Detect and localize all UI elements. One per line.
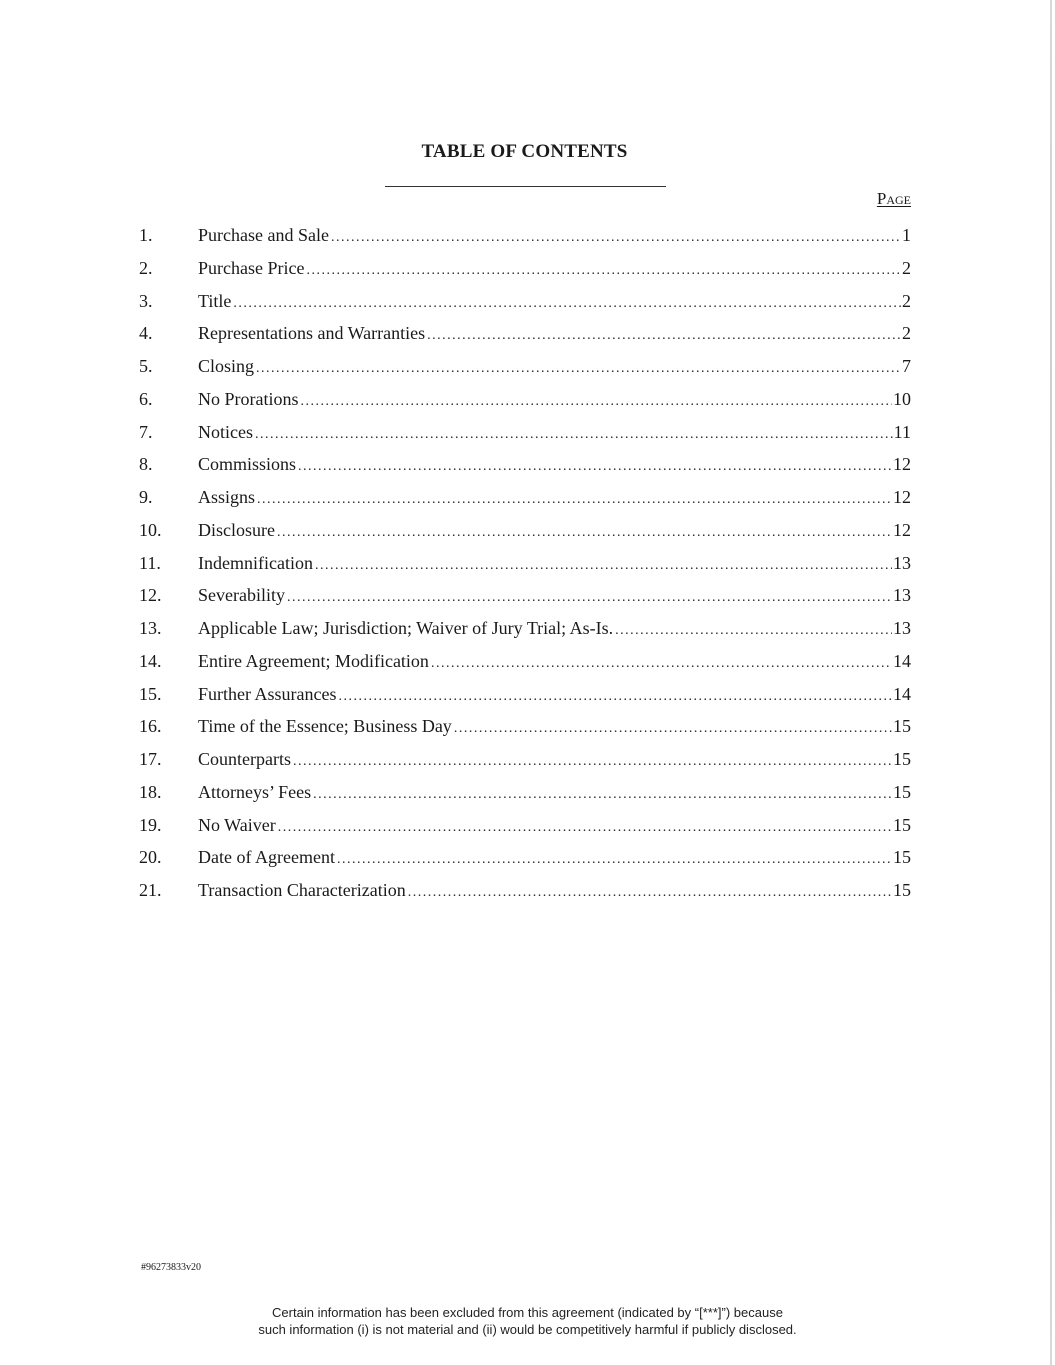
toc-entry-number: 3. bbox=[139, 290, 153, 311]
toc-entry-12[interactable] bbox=[139, 582, 911, 615]
toc-entry-title: Counterparts bbox=[198, 749, 291, 769]
toc-entry-20[interactable] bbox=[139, 844, 911, 877]
page-title: TABLE OF CONTENTS bbox=[421, 141, 628, 162]
toc-entry-title: Title bbox=[198, 290, 232, 311]
toc-entry-9[interactable] bbox=[139, 484, 911, 517]
toc-entry-number: 6. bbox=[139, 388, 153, 409]
toc-entry-title: Entire Agreement; Modification bbox=[198, 650, 429, 671]
toc-entry-16[interactable] bbox=[139, 713, 911, 746]
toc-entry-leader bbox=[408, 880, 892, 906]
toc-entry-11[interactable] bbox=[139, 550, 911, 583]
toc-entry-title: Disclosure bbox=[198, 519, 275, 540]
toc-entry-number: 21. bbox=[139, 880, 162, 900]
toc-entry-13[interactable] bbox=[139, 615, 911, 648]
toc-entry-leader bbox=[313, 782, 892, 808]
toc-entry-page: 15 bbox=[893, 880, 911, 900]
toc-entry-leader bbox=[298, 454, 892, 480]
toc-entry-19[interactable] bbox=[139, 812, 911, 845]
title-rule bbox=[385, 186, 666, 187]
redaction-notice bbox=[0, 1304, 1055, 1338]
toc-entry-leader bbox=[257, 487, 892, 513]
toc-entry-page: 2 bbox=[902, 257, 911, 278]
toc-entry-number: 14. bbox=[139, 650, 162, 671]
toc-entry-8[interactable] bbox=[139, 451, 911, 484]
toc-entry-page: 15 bbox=[893, 847, 911, 868]
toc-entry-title: Purchase and Sale bbox=[198, 225, 329, 245]
toc-entry-title: Severability bbox=[198, 585, 285, 606]
toc-entry-15[interactable] bbox=[139, 681, 911, 714]
toc-entry-title: Date of Agreement bbox=[198, 847, 335, 868]
toc-entry-leader bbox=[431, 651, 892, 677]
toc-entry-page: 13 bbox=[893, 552, 911, 573]
toc-entry-page: 15 bbox=[893, 716, 911, 737]
toc-entry-title: Transaction Characterization bbox=[198, 880, 406, 900]
toc-entry-page: 10 bbox=[893, 388, 911, 409]
toc-entry-number: 15. bbox=[139, 683, 162, 704]
toc-entry-number: 19. bbox=[139, 814, 162, 835]
toc-entry-leader bbox=[315, 553, 892, 579]
toc-entry-number: 11. bbox=[139, 552, 161, 573]
toc-entry-title: Representations and Warranties bbox=[198, 323, 426, 344]
toc-entry-title: Closing bbox=[198, 356, 255, 376]
toc-entry-page: 11 bbox=[893, 421, 911, 442]
toc-entry-leader bbox=[301, 389, 893, 415]
toc-list bbox=[139, 222, 911, 910]
toc-entry-17[interactable] bbox=[139, 746, 911, 779]
toc-entry-leader bbox=[427, 323, 901, 349]
toc-entry-leader bbox=[278, 815, 892, 841]
toc-entry-page: 12 bbox=[893, 487, 911, 507]
toc-entry-page: 15 bbox=[893, 814, 911, 835]
redaction-notice-line-1: Certain information has been excluded from this agreement (indicated by “[***]”) because bbox=[272, 1305, 783, 1320]
toc-entry-title: No Prorations bbox=[198, 388, 299, 409]
toc-entry-title: Assigns bbox=[198, 487, 256, 507]
toc-entry-page: 14 bbox=[893, 650, 911, 671]
toc-entry-2[interactable] bbox=[139, 255, 911, 288]
toc-entry-number: 16. bbox=[139, 716, 162, 737]
toc-entry-page: 15 bbox=[893, 749, 911, 769]
toc-entry-number: 10. bbox=[139, 519, 162, 540]
toc-entry-7[interactable] bbox=[139, 419, 911, 452]
toc-entry-leader bbox=[293, 749, 892, 775]
toc-entry-title: Further Assurances bbox=[198, 683, 337, 704]
page-column-header: Page bbox=[876, 189, 911, 208]
toc-entry-21[interactable] bbox=[139, 877, 911, 910]
page-edge bbox=[1050, 0, 1052, 1365]
toc-entry-1[interactable] bbox=[139, 222, 911, 255]
toc-entry-3[interactable] bbox=[139, 288, 911, 321]
toc-entry-leader bbox=[306, 258, 901, 284]
toc-entry-leader bbox=[331, 225, 901, 251]
toc-entry-title: No Waiver bbox=[198, 814, 276, 835]
toc-entry-number: 9. bbox=[139, 487, 153, 507]
toc-entry-number: 2. bbox=[139, 257, 153, 278]
toc-entry-number: 18. bbox=[139, 781, 162, 802]
toc-entry-leader bbox=[277, 520, 892, 546]
toc-entry-number: 12. bbox=[139, 585, 162, 606]
toc-entry-4[interactable] bbox=[139, 320, 911, 353]
toc-entry-title: Applicable Law; Jurisdiction; Waiver of Jury Trial; As-Is. bbox=[198, 618, 614, 638]
toc-entry-number: 1. bbox=[139, 225, 153, 245]
toc-entry-page: 7 bbox=[902, 356, 911, 376]
toc-entry-page: 14 bbox=[893, 683, 911, 704]
toc-entry-number: 4. bbox=[139, 323, 153, 344]
toc-entry-5[interactable] bbox=[139, 353, 911, 386]
toc-entry-number: 8. bbox=[139, 454, 153, 475]
toc-entry-leader bbox=[233, 291, 901, 317]
toc-entry-page: 2 bbox=[902, 290, 911, 311]
toc-entry-number: 5. bbox=[139, 356, 153, 376]
toc-entry-leader bbox=[255, 422, 893, 448]
toc-entry-page: 13 bbox=[893, 585, 911, 606]
toc-entry-page: 12 bbox=[893, 519, 911, 540]
toc-entry-page: 12 bbox=[893, 454, 911, 475]
toc-entry-leader bbox=[256, 356, 901, 382]
toc-entry-page: 15 bbox=[893, 781, 911, 802]
toc-entry-number: 7. bbox=[139, 421, 153, 442]
toc-entry-page: 2 bbox=[902, 323, 911, 344]
toc-entry-18[interactable] bbox=[139, 779, 911, 812]
toc-entry-number: 17. bbox=[139, 749, 162, 769]
toc-entry-10[interactable] bbox=[139, 517, 911, 550]
toc-entry-title: Indemnification bbox=[198, 552, 313, 573]
toc-entry-leader bbox=[337, 847, 892, 873]
toc-entry-title: Commissions bbox=[198, 454, 297, 475]
toc-entry-page: 1 bbox=[902, 225, 911, 245]
toc-entry-title: Attorneys’ Fees bbox=[198, 781, 312, 802]
redaction-notice-line-2: such information (i) is not material and (ii) would be competitively harmful if publicly disclosed. bbox=[258, 1322, 797, 1337]
toc-entry-title: Time of the Essence; Business Day bbox=[198, 716, 452, 737]
toc-entry-title: Notices bbox=[198, 421, 253, 442]
toc-entry-leader bbox=[287, 585, 892, 611]
toc-entry-number: 13. bbox=[139, 618, 162, 638]
toc-entry-page: 13 bbox=[893, 618, 911, 638]
toc-entry-leader bbox=[615, 618, 892, 644]
toc-entry-title: Purchase Price bbox=[198, 257, 305, 278]
toc-entry-leader bbox=[338, 684, 892, 710]
document-id: #96273833v20 bbox=[141, 1262, 201, 1273]
toc-entry-leader bbox=[454, 716, 892, 742]
toc-entry-6[interactable] bbox=[139, 386, 911, 419]
toc-entry-number: 20. bbox=[139, 847, 162, 868]
toc-entry-14[interactable] bbox=[139, 648, 911, 681]
